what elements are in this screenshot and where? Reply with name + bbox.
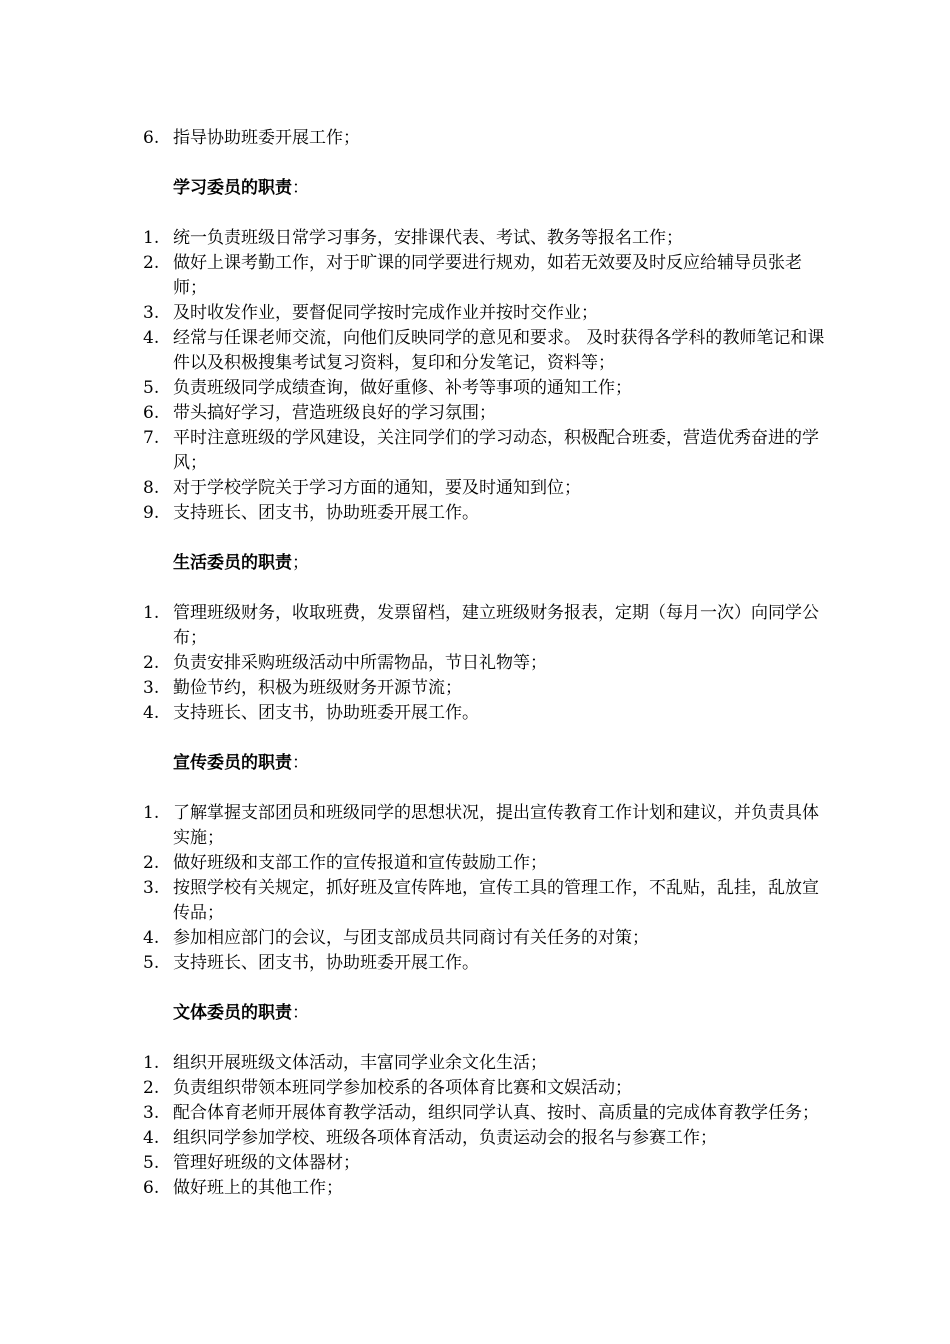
list-number: 4. (143, 1128, 160, 1148)
list-text: 了解掌握支部团员和班级同学的思想状况，提出宣传教育工作计划和建议，并负责具体实施； (173, 803, 819, 848)
list-number: 5. (143, 378, 160, 398)
list-item (0, 951, 950, 976)
list-item (0, 1176, 950, 1201)
list-item (0, 1151, 950, 1176)
list-text: 做好班上的其他工作； (173, 1178, 343, 1198)
list-item (0, 601, 950, 651)
list-text: 支持班长、团支书，协助班委开展工作。 (173, 703, 479, 723)
section-heading-text: 学习委员的职责 (173, 178, 292, 198)
section-heading-publicity (0, 751, 950, 776)
list-item (0, 326, 950, 376)
list-number: 9. (143, 503, 160, 523)
list-text: 做好班级和支部工作的宣传报道和宣传鼓励工作； (173, 853, 547, 873)
list-text: 及时收发作业，要督促同学按时完成作业并按时交作业； (173, 303, 598, 323)
list-text: 管理好班级的文体器材； (173, 1153, 360, 1173)
list-item (0, 851, 950, 876)
list-text: 经常与任课老师交流，向他们反映同学的意见和要求。 及时获得各学科的教师笔记和课件以及积极搜集考试复习资料，复印和分发笔记，资料等； (173, 328, 825, 373)
list-number: 6. (143, 403, 160, 423)
list-text: 管理班级财务，收取班费，发票留档，建立班级财务报表，定期（每月一次）向同学公布； (173, 603, 819, 648)
section-heading-punct: ： (292, 753, 309, 773)
list-number: 4. (143, 328, 160, 348)
list-number: 7. (143, 428, 160, 448)
list-item (0, 701, 950, 726)
list-text: 做好上课考勤工作，对于旷课的同学要进行规劝，如若无效要及时反应给辅导员张老师； (173, 253, 802, 298)
list-text: 负责班级同学成绩查询，做好重修、补考等事项的通知工作； (173, 378, 632, 398)
list-item (0, 126, 950, 151)
list-text: 负责组织带领本班同学参加校系的各项体育比赛和文娱活动； (173, 1078, 632, 1098)
list-text: 对于学校学院关于学习方面的通知，要及时通知到位； (173, 478, 581, 498)
section-heading-punct: ： (292, 178, 309, 198)
list-item (0, 251, 950, 301)
section-heading-text: 生活委员的职责 (173, 553, 292, 573)
list-item (0, 401, 950, 426)
list-item (0, 476, 950, 501)
list-text: 组织开展班级文体活动，丰富同学业余文化生活； (173, 1053, 547, 1073)
section-heading-punct: ； (292, 553, 309, 573)
list-number: 3. (143, 1103, 160, 1123)
list-text: 支持班长、团支书，协助班委开展工作。 (173, 953, 479, 973)
section-heading-life (0, 551, 950, 576)
list-item (0, 226, 950, 251)
list-number: 3. (143, 678, 160, 698)
list-text: 统一负责班级日常学习事务，安排课代表、考试、教务等报名工作； (173, 228, 683, 248)
document-body (0, 126, 950, 1201)
list-number: 1. (143, 803, 160, 823)
list-number: 2. (143, 653, 160, 673)
list-text: 负责安排采购班级活动中所需物品，节日礼物等； (173, 653, 547, 673)
list-text: 支持班长、团支书，协助班委开展工作。 (173, 503, 479, 523)
list-text: 带头搞好学习，营造班级良好的学习氛围； (173, 403, 496, 423)
list-item (0, 376, 950, 401)
section-heading-study (0, 176, 950, 201)
section-heading-sports (0, 1001, 950, 1026)
list-text: 平时注意班级的学风建设，关注同学们的学习动态，积极配合班委，营造优秀奋进的学风； (173, 428, 819, 473)
list-number: 1. (143, 603, 160, 623)
list-item (0, 1051, 950, 1076)
list-number: 2. (143, 853, 160, 873)
list-number: 8. (143, 478, 160, 498)
list-item (0, 651, 950, 676)
list-text: 按照学校有关规定，抓好班及宣传阵地，宣传工具的管理工作，不乱贴，乱挂，乱放宣传品； (173, 878, 819, 923)
list-number: 4. (143, 928, 160, 948)
list-text: 参加相应部门的会议，与团支部成员共同商讨有关任务的对策； (173, 928, 649, 948)
list-number: 2. (143, 1078, 160, 1098)
list-text: 勤俭节约，积极为班级财务开源节流； (173, 678, 462, 698)
list-item (0, 926, 950, 951)
list-item (0, 1101, 950, 1126)
list-number: 1. (143, 228, 160, 248)
list-number: 2. (143, 253, 160, 273)
list-item (0, 1076, 950, 1101)
list-item (0, 801, 950, 851)
section-heading-text: 宣传委员的职责 (173, 753, 292, 773)
list-number: 3. (143, 878, 160, 898)
list-item (0, 676, 950, 701)
section-heading-punct: ： (292, 1003, 309, 1023)
list-text: 指导协助班委开展工作； (173, 128, 360, 148)
list-number: 1. (143, 1053, 160, 1073)
list-number: 6. (143, 128, 160, 148)
list-number: 5. (143, 953, 160, 973)
list-text: 组织同学参加学校、班级各项体育活动，负责运动会的报名与参赛工作； (173, 1128, 717, 1148)
list-number: 4. (143, 703, 160, 723)
section-heading-text: 文体委员的职责 (173, 1003, 292, 1023)
list-item (0, 426, 950, 476)
list-text: 配合体育老师开展体育教学活动，组织同学认真、按时、高质量的完成体育教学任务； (173, 1103, 819, 1123)
list-item (0, 301, 950, 326)
list-item (0, 876, 950, 926)
list-item (0, 501, 950, 526)
list-item (0, 1126, 950, 1151)
list-number: 3. (143, 303, 160, 323)
list-number: 6. (143, 1178, 160, 1198)
list-number: 5. (143, 1153, 160, 1173)
